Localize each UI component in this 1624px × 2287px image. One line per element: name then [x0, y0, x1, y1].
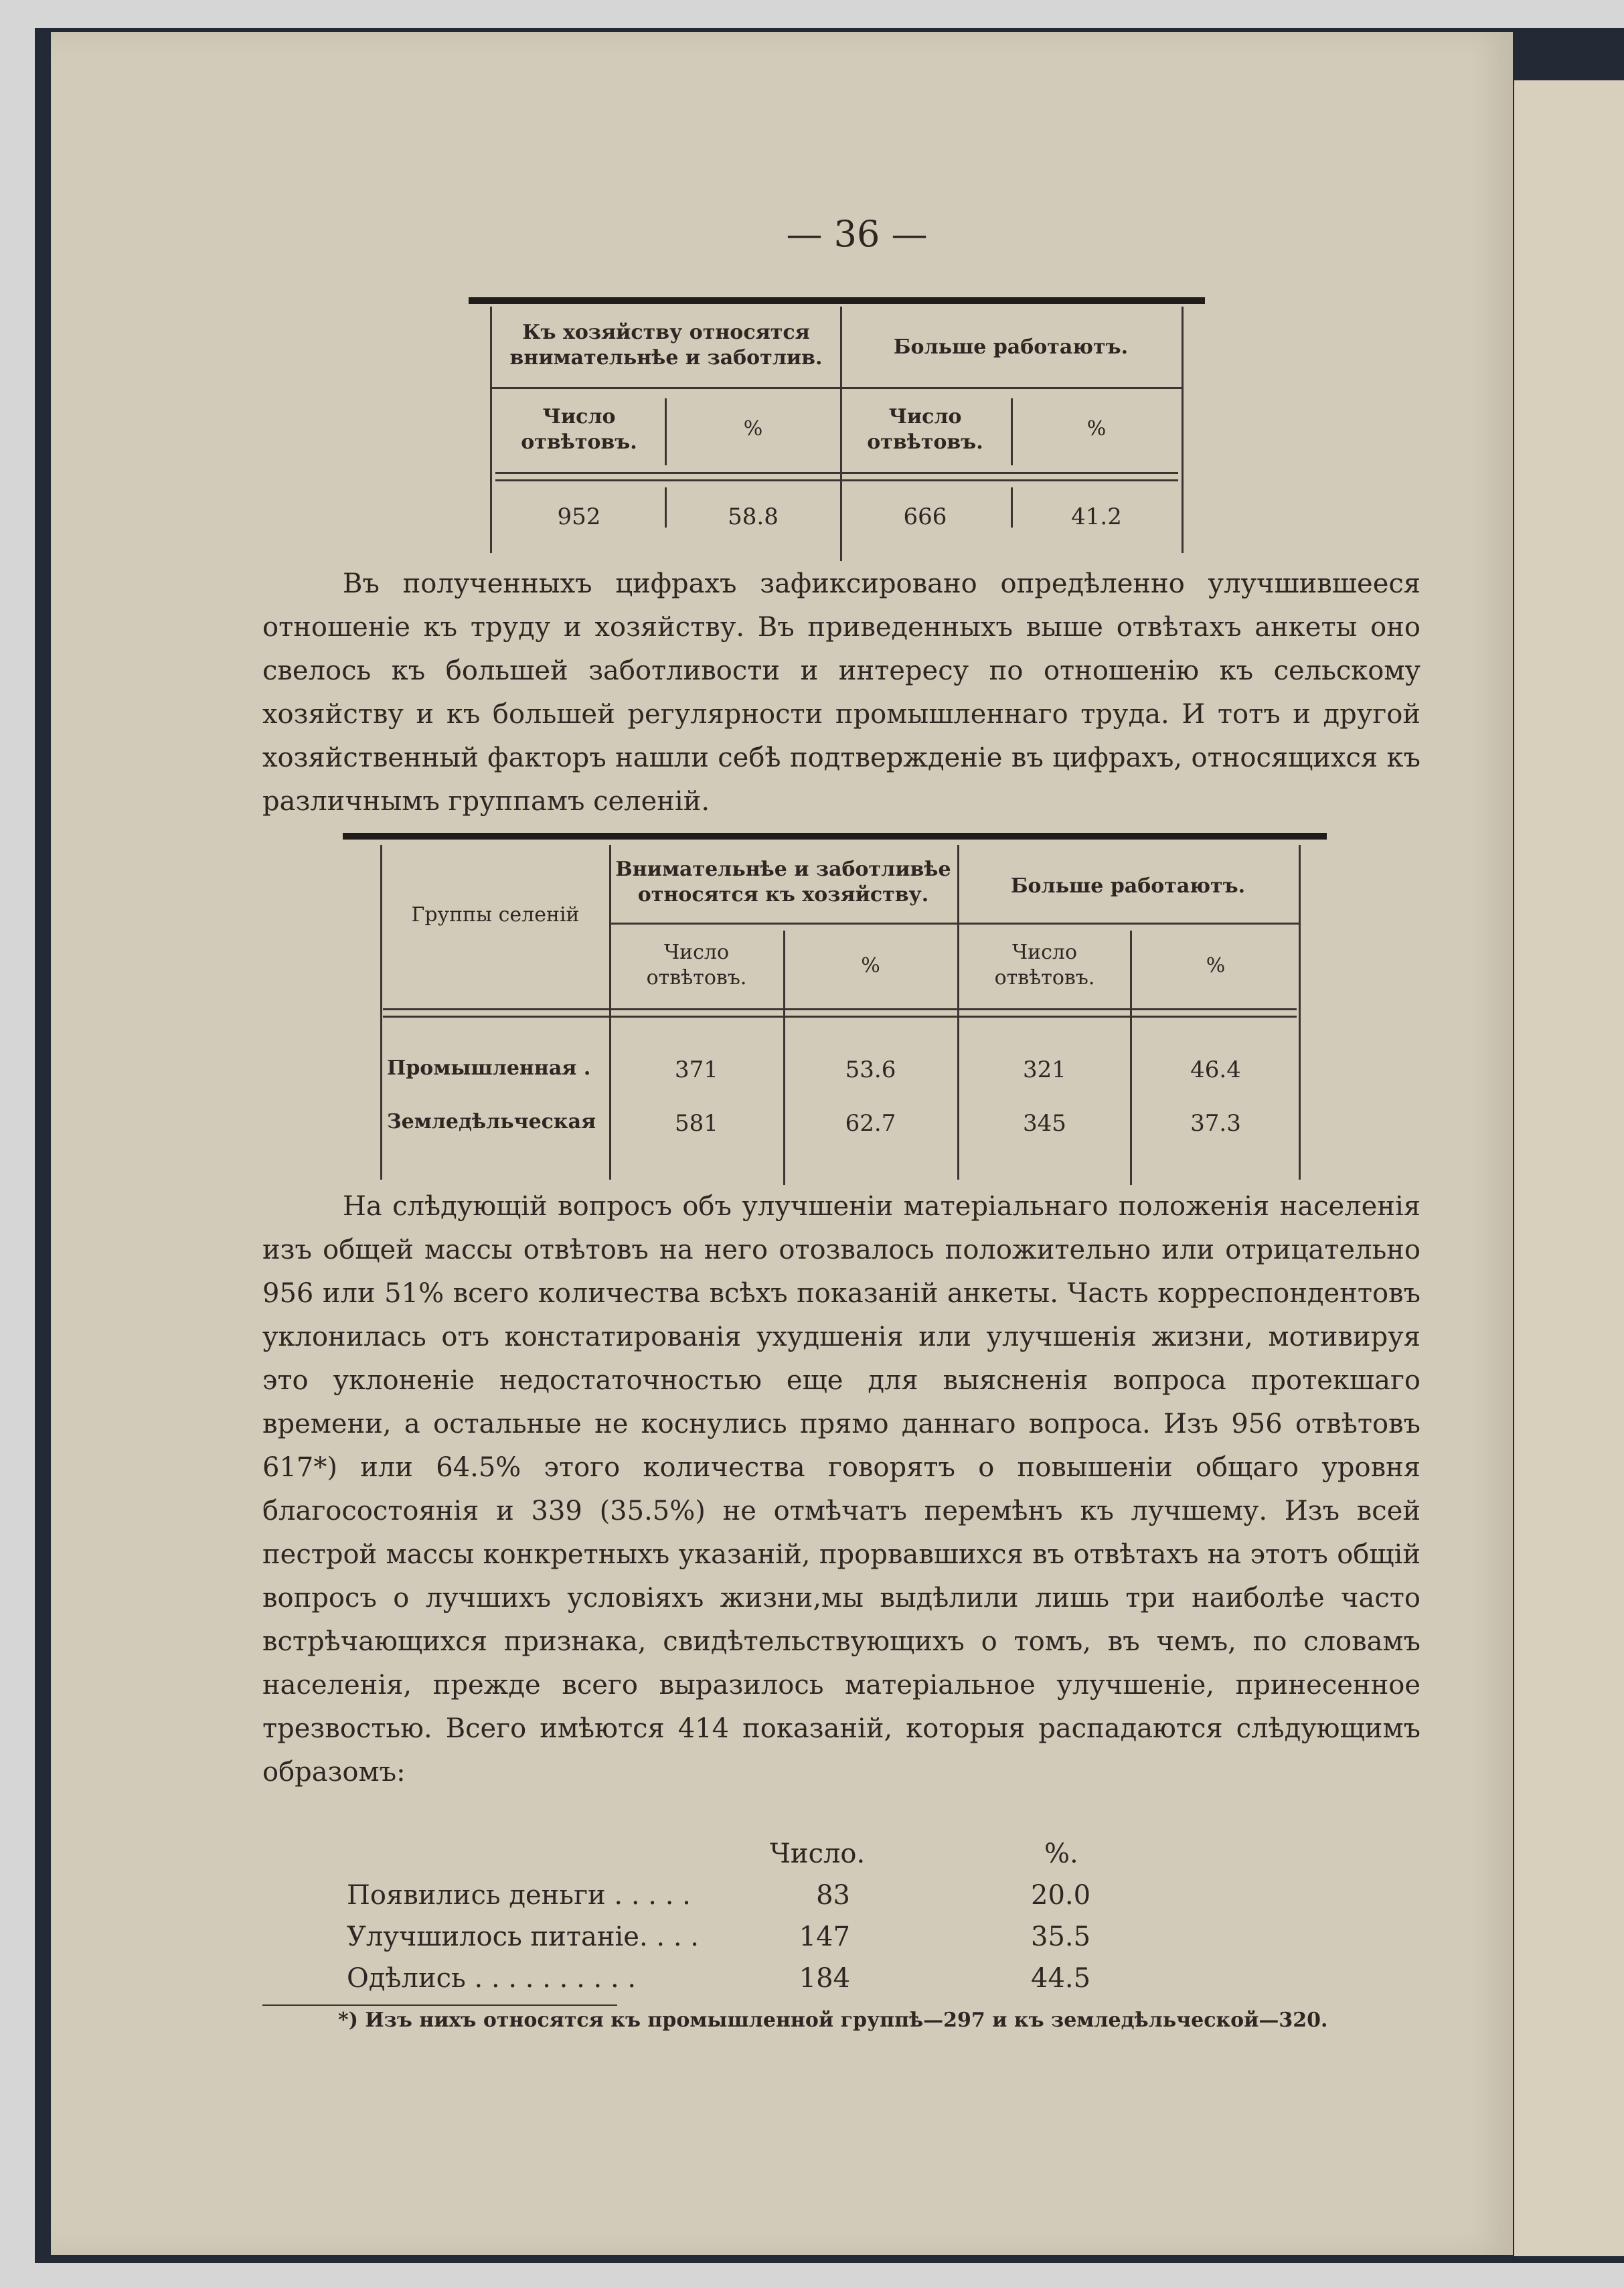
table-cell: 666 — [903, 503, 947, 530]
row-label: Промышленная . — [387, 1056, 591, 1080]
table-rule-top — [469, 297, 1205, 304]
table-double-rule — [495, 472, 1178, 481]
list-item-count: 147 — [799, 1921, 850, 1952]
table-divider — [783, 931, 785, 1185]
list-item-pct: 44.5 — [1031, 1963, 1091, 1994]
table-border — [490, 307, 492, 553]
table-cell: 581 — [675, 1110, 718, 1137]
table-cell: 952 — [557, 503, 601, 530]
table-cell: 62.7 — [845, 1110, 896, 1137]
list-item-count: 184 — [799, 1963, 850, 1994]
table-cell: 37.3 — [1190, 1110, 1241, 1137]
paragraph-1-text: Въ полученныхъ цифрахъ зафиксировано опредѣленно улучшившееся отношеніе къ труду и хозяйству. Въ приведенныхъ выше отвѣтахъ анкеты оно свелось къ большей заботливости и интересу по отношенію къ сельскому хозяйству и къ большей регулярности промышленнаго труда. И тотъ и другой хозяйственный факторъ нашли себѣ подтвержденіе въ цифрахъ, относящихся къ различнымъ группамъ селеній. — [262, 568, 1420, 817]
col-header-pct: % — [1086, 417, 1107, 441]
list-item-label: Улучшилось питаніе. . . . — [347, 1921, 699, 1952]
row-label: Земледѣльческая — [387, 1110, 596, 1133]
list-header-count: Число. — [770, 1838, 866, 1869]
table-header-care: Къ хозяйству относятся внимательнѣе и заботлив. — [509, 321, 823, 370]
table-cell: 321 — [1023, 1056, 1066, 1083]
table-header-work: Больше работаютъ. — [893, 335, 1129, 359]
paragraph-2-text: На слѣдующій вопросъ объ улучшеніи матеріальнаго положенія населенія изъ общей массы отвѣтовъ на него отозвалось положительно или отрицательно 956 или 51% всего количества всѣхъ показаній анкеты. Часть корреспондентовъ уклонилась отъ констатированія ухудшенія или улучшенія жизни, мотивируя это уклоненіе недостаточностью еще для выясненія вопроса протекшаго времени, а остальные не коснулись прямо даннаго вопроса. Изъ 956 отвѣтовъ 617*) или 64.5% этого количества говорятъ о повышеніи общаго уровня благосостоянія и 339 (35.5%) не отмѣчатъ перемѣнъ къ лучшему. Изъ всей пестрой массы конкретныхъ указаній, прорвавшихся въ отвѣтахъ на этотъ общій вопросъ о лучшихъ условіяхъ жизни,мы выдѣлили лишь три наиболѣе часто встрѣчающихся признака, свидѣтельствующихъ о томъ, въ чемъ, по словамъ населенія, прежде всего выразилось матеріальное улучшеніе, принесенное трезвостью. Всего имѣются 414 показаній, которыя распадаются слѣдующимъ образомъ: — [262, 1191, 1420, 1788]
table-cell: 53.6 — [845, 1056, 896, 1083]
list-header-pct: %. — [1044, 1838, 1078, 1869]
table-border — [1182, 307, 1184, 553]
page-number: — 36 — — [786, 213, 928, 255]
col-header-pct: % — [1206, 954, 1226, 977]
group-header: Группы селеній — [411, 903, 580, 927]
paragraph-1 — [262, 562, 1420, 823]
col-header-pct: % — [743, 417, 763, 441]
table-double-rule — [383, 1008, 1297, 1018]
table-header-work: Больше работаютъ. — [1010, 874, 1246, 898]
next-page-edge — [1514, 80, 1624, 2256]
col-header-count: Число отвѣтовъ. — [994, 941, 1095, 990]
table-cell: 345 — [1023, 1110, 1066, 1137]
table-divider — [840, 307, 842, 561]
col-header-count: Число отвѣтовъ. — [646, 941, 747, 990]
list-item-label: Появились деньги . . . . . — [347, 1880, 691, 1911]
footnote: *) Изъ нихъ относятся къ промышленной группѣ—297 и къ земледѣльческой—320. — [338, 2008, 1328, 2032]
table-divider — [665, 487, 667, 528]
list-item-label: Одѣлись . . . . . . . . . . — [347, 1963, 637, 1994]
table-cell: 58.8 — [728, 503, 779, 530]
table-rule — [490, 387, 1182, 389]
table-header-care: Внимательнѣе и заботливѣе относятся къ хозяйству. — [615, 858, 951, 906]
list-item-pct: 35.5 — [1031, 1921, 1091, 1952]
table-divider — [1011, 487, 1013, 528]
table-rule-top — [343, 833, 1327, 840]
table-rule — [609, 923, 1299, 925]
table-border — [1299, 845, 1301, 1180]
list-item-pct: 20.0 — [1031, 1880, 1091, 1911]
table-cell: 371 — [675, 1056, 718, 1083]
paragraph-2 — [262, 1185, 1420, 1794]
list-item-count: 83 — [816, 1880, 850, 1911]
table-divider — [1011, 398, 1013, 465]
col-header-count: Число отвѣтовъ. — [521, 405, 637, 454]
col-header-count: Число отвѣтовъ. — [867, 405, 983, 454]
col-header-pct: % — [861, 954, 880, 977]
table-cell: 41.2 — [1071, 503, 1122, 530]
table-cell: 46.4 — [1190, 1056, 1241, 1083]
table-border — [380, 845, 382, 1180]
footnote-rule — [262, 2004, 617, 2006]
table-divider — [665, 398, 667, 465]
table-divider — [1130, 931, 1132, 1185]
